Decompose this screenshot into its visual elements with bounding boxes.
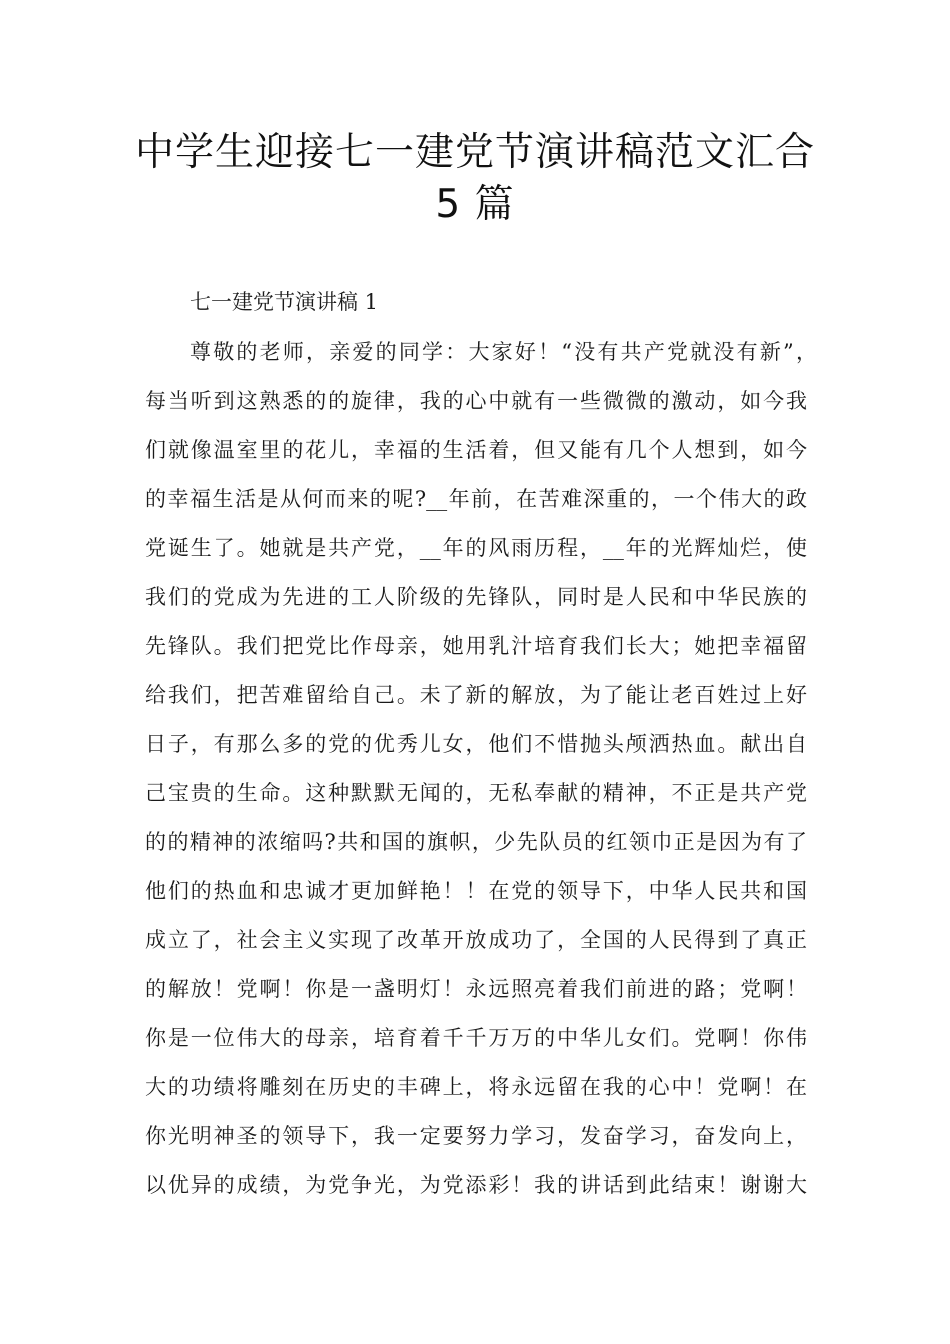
body-line: 以优异的成绩，为党争光，为党添彩！我的讲话到此结束！谢谢大 xyxy=(145,1173,807,1197)
body-line: 你是一位伟大的母亲，培育着千千万万的中华儿女们。党啊！你伟 xyxy=(145,1026,807,1050)
body-line: 们就像温室里的花儿，幸福的生活着，但又能有几个人想到，如今 xyxy=(145,438,807,462)
body-line: 给我们，把苦难留给自己。未了新的解放，为了能让老百姓过上好 xyxy=(145,683,807,707)
body-line: 大的功绩将雕刻在历史的丰碑上，将永远留在我的心中！党啊！在 xyxy=(145,1075,807,1099)
document-title-line-1: 中学生迎接七一建党节演讲稿范文汇合 xyxy=(134,130,815,175)
body-line: 我们的党成为先进的工人阶级的先锋队，同时是人民和中华民族的 xyxy=(145,585,807,609)
body-line: 尊敬的老师，亲爱的同学：大家好！“没有共产党就没有新”， xyxy=(190,340,817,364)
body-line: 己宝贵的生命。这种默默无闻的，无私奉献的精神，不正是共产党 xyxy=(145,781,807,805)
section-heading: 七一建党节演讲稿 1 xyxy=(190,290,379,314)
body-line: 的幸福生活是从何而来的呢?__年前，在苦难深重的，一个伟大的政 xyxy=(145,487,807,511)
body-line: 成立了，社会主义实现了改革开放成功了，全国的人民得到了真正 xyxy=(145,928,807,952)
document-title-line-2: 5 篇 xyxy=(435,182,515,227)
body-line: 先锋队。我们把党比作母亲，她用乳汁培育我们长大；她把幸福留 xyxy=(145,634,807,658)
body-line: 日子，有那么多的党的优秀儿女，他们不惜抛头颅洒热血。献出自 xyxy=(145,732,807,756)
body-line: 党诞生了。她就是共产党，__年的风雨历程，__年的光辉灿烂，使 xyxy=(145,536,807,560)
body-line: 他们的热血和忠诚才更加鲜艳！！在党的领导下，中华人民共和国 xyxy=(145,879,807,903)
body-line: 的解放！党啊！你是一盏明灯！永远照亮着我们前进的路；党啊！ xyxy=(145,977,807,1001)
body-line: 你光明神圣的领导下，我一定要努力学习，发奋学习，奋发向上， xyxy=(145,1124,807,1148)
body-line: 的的精神的浓缩吗?共和国的旗帜，少先队员的红领巾正是因为有了 xyxy=(145,830,807,854)
body-line: 每当听到这熟悉的的旋律，我的心中就有一些微微的激动，如今我 xyxy=(145,389,807,413)
